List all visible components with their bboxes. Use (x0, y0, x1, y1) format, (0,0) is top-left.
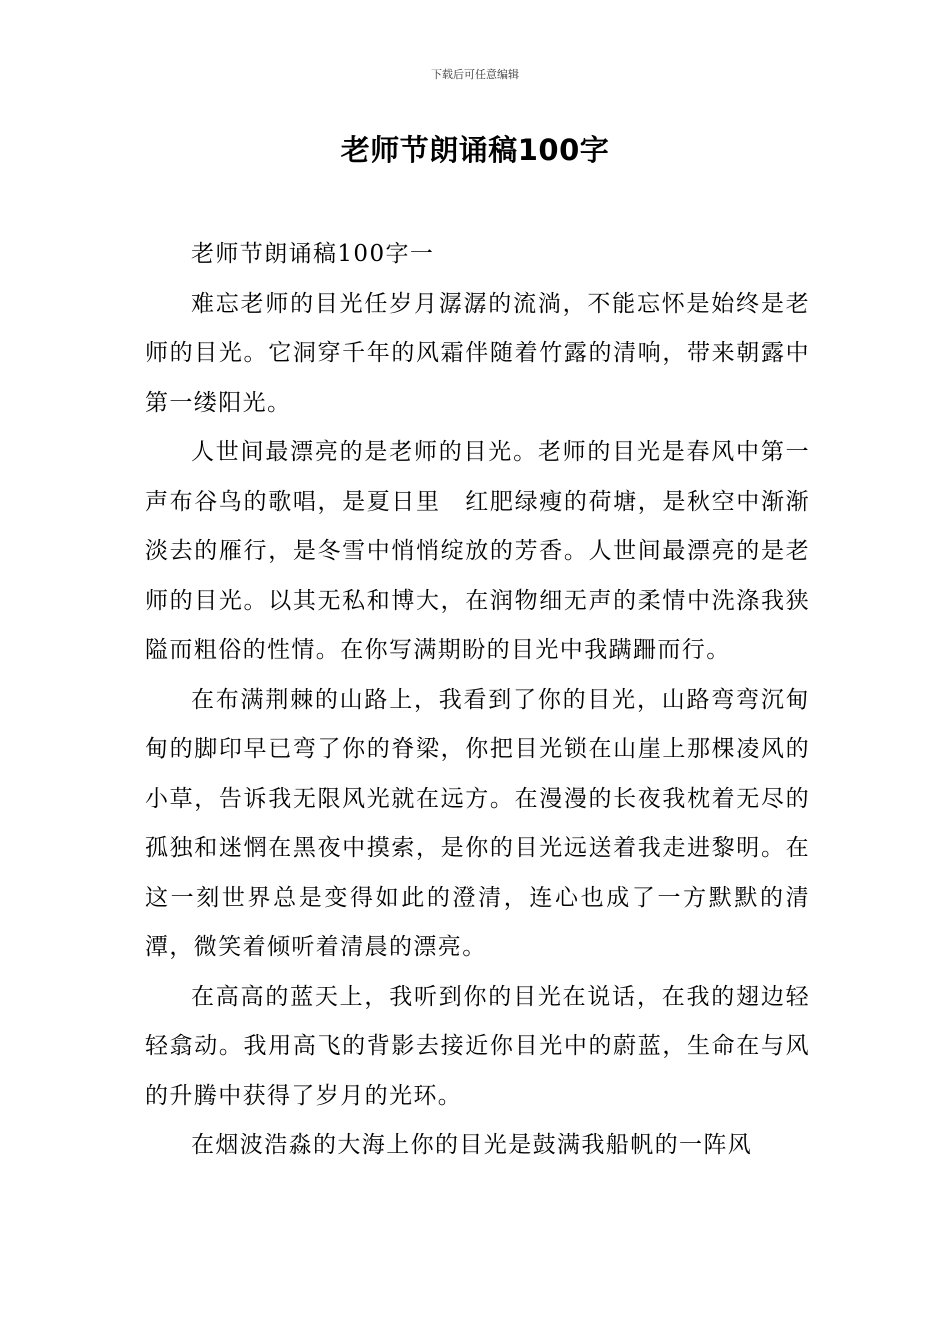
document-title: 老师节朗诵稿100字 (340, 133, 610, 167)
paragraph: 在布满荆棘的山路上，我看到了你的目光，山路弯弯沉甸甸的脚印早已弯了你的脊梁，你把目光锁在山崖上那棵凌风的小草，告诉我无限风光就在远方。在漫漫的长夜我枕着无尽的孤独和迷惘在黑夜中摸索，是你的目光远送着我走进黎明。在这一刻世界总是变得如此的澄清，连心也成了一方默默的清潭，微笑着倾听着清晨的漂亮。 (145, 686, 810, 960)
paragraph: 在高高的蓝天上，我听到你的目光在说话，在我的翅边轻轻翕动。我用高飞的背影去接近你目光中的蔚蓝，生命在与风的升腾中获得了岁月的光环。 (145, 983, 810, 1109)
paragraph: 在烟波浩淼的大海上你的目光是鼓满我船帆的一阵风 (191, 1132, 753, 1158)
document-body (145, 230, 810, 1171)
header-note: 下载后可任意编辑 (431, 68, 519, 81)
paragraph-subtitle: 老师节朗诵稿100字一 (191, 241, 435, 267)
paragraph: 难忘老师的目光任岁月潺潺的流淌，不能忘怀是始终是老师的目光。它洞穿千年的风霜伴随着竹露的清响，带来朝露中第一缕阳光。 (145, 290, 810, 416)
paragraph: 人世间最漂亮的是老师的目光。老师的目光是春风中第一声布谷鸟的歌唱，是夏日里 红肥绿瘦的荷塘，是秋空中渐渐淡去的雁行，是冬雪中悄悄绽放的芳香。人世间最漂亮的是老师的目光。以其无私和博大，在润物细无声的柔情中洗涤我狭隘而粗俗的性情。在你写满期盼的目光中我蹒跚而行。 (145, 439, 810, 663)
